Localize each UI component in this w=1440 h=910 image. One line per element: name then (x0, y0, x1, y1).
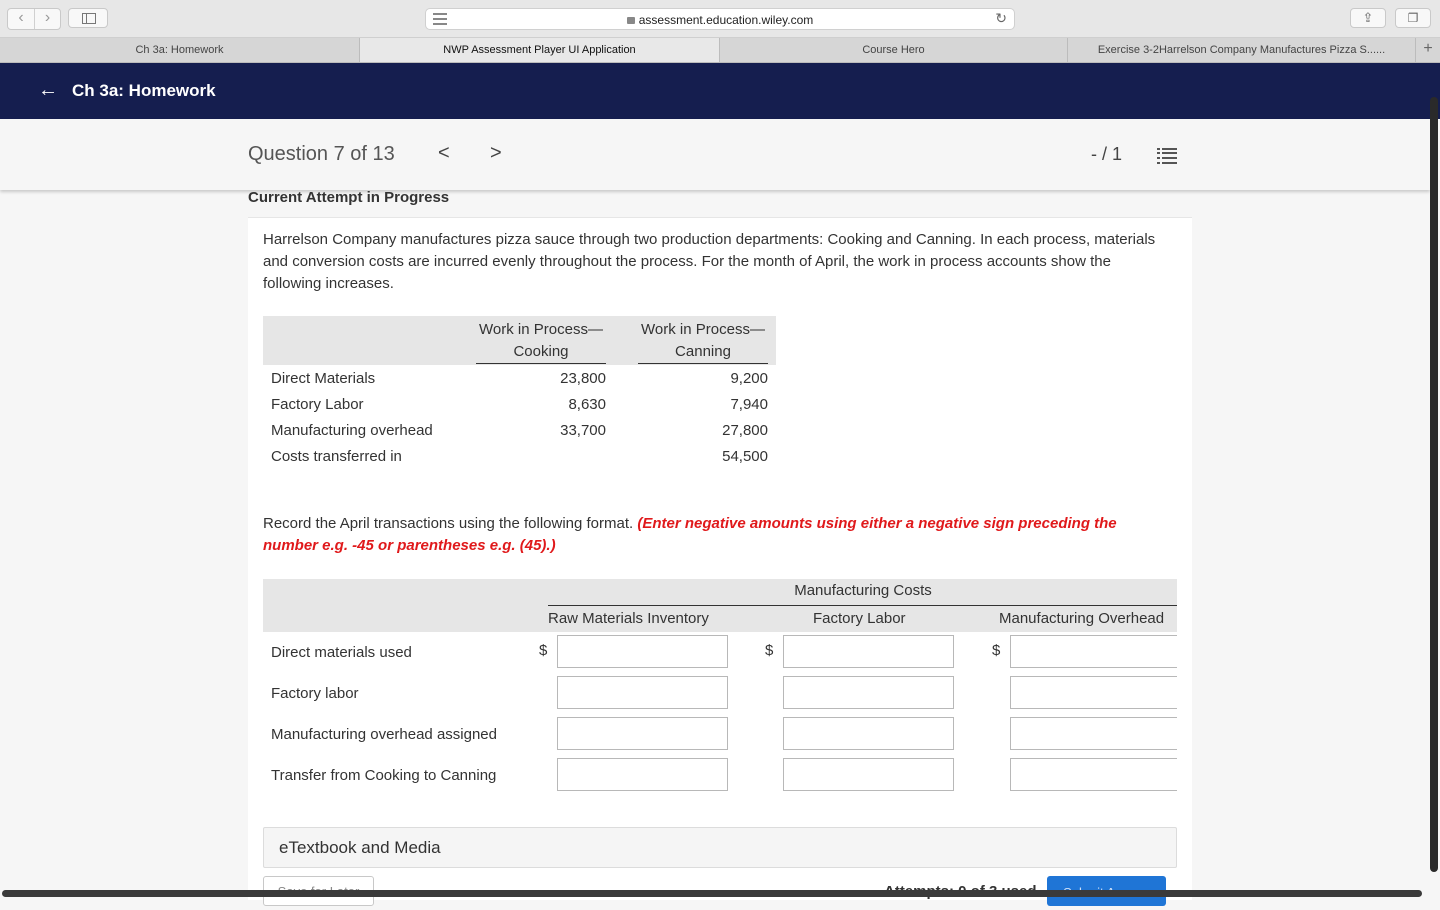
wip-table-header (263, 316, 776, 365)
entry-table-body (263, 632, 1177, 802)
table-row: Transfer from Cooking to Canning (263, 755, 1177, 796)
transfer-overhead-input[interactable] (1010, 758, 1177, 791)
direct-materials-labor-input[interactable] (783, 635, 954, 668)
table-row: Direct materials used $ $ $ (263, 632, 1177, 673)
transfer-labor-input[interactable] (783, 758, 954, 791)
tab-assessment-player[interactable]: NWP Assessment Player UI Application (360, 38, 720, 62)
factory-labor-raw-input[interactable] (557, 676, 728, 709)
tab-homework[interactable]: Ch 3a: Homework (0, 38, 360, 62)
vertical-scrollbar[interactable] (1430, 97, 1438, 872)
table-row: Factory labor (263, 673, 1177, 714)
table-row: Manufacturing overhead assigned (263, 714, 1177, 755)
new-tab-button[interactable]: + (1423, 40, 1433, 57)
sidebar-toggle-button[interactable] (68, 8, 108, 28)
attempt-status: Current Attempt in Progress (248, 189, 450, 206)
etextbook-label: eTextbook and Media (279, 838, 441, 857)
table-row: Factory Labor 8,630 7,940 (271, 396, 768, 413)
sidebar-icon (82, 13, 96, 24)
url-text: assessment.education.wiley.com (638, 13, 814, 27)
forward-icon[interactable]: › (34, 9, 60, 29)
assignment-title[interactable]: Ch 3a: Homework (72, 81, 216, 100)
col-wip-cooking: Work in Process— Cooking (476, 319, 606, 364)
table-row: Costs transferred in 54,500 (271, 448, 768, 465)
factory-labor-labor-input[interactable] (783, 676, 954, 709)
share-icon: ⇪ (1362, 10, 1374, 25)
tab-exercise[interactable]: Exercise 3-2Harrelson Company Manufactures Pizza S...... (1068, 38, 1416, 62)
entry-table-header (263, 579, 1177, 632)
reload-icon[interactable]: ↻ (995, 10, 1007, 26)
col-manufacturing-overhead: Manufacturing Overhead (999, 610, 1165, 627)
back-arrow-icon[interactable]: ← (38, 79, 58, 101)
transfer-raw-input[interactable] (557, 758, 728, 791)
instructions-emphasis: (Enter negative amounts using either a negative sign preceding the number e.g. -45 or parentheses e.g. (45).) (263, 515, 1117, 554)
currency-symbol: $ (539, 642, 548, 659)
group-header: Manufacturing Costs (794, 582, 932, 599)
tab-course-hero[interactable]: Course Hero (720, 38, 1068, 62)
next-question-button[interactable]: > (490, 142, 502, 164)
table-row: Direct Materials 23,800 9,200 (271, 370, 768, 387)
currency-symbol: $ (765, 642, 774, 659)
tabs-icon: ❐ (1407, 11, 1419, 25)
question-score: - / 1 (1091, 144, 1123, 164)
col-wip-canning: Work in Process— Canning (638, 319, 768, 364)
question-bar (0, 119, 1430, 190)
address-bar[interactable] (425, 8, 1015, 30)
history-nav (7, 8, 61, 30)
previous-question-button[interactable]: < (438, 142, 450, 164)
overhead-assigned-labor-input[interactable] (783, 717, 954, 750)
horizontal-scrollbar[interactable] (2, 890, 1422, 897)
share-button[interactable] (1350, 8, 1386, 28)
etextbook-media-panel[interactable] (263, 827, 1177, 868)
overhead-assigned-overhead-input[interactable] (1010, 717, 1177, 750)
tab-overview-button[interactable] (1395, 8, 1431, 28)
direct-materials-raw-input[interactable] (557, 635, 728, 668)
direct-materials-overhead-input[interactable] (1010, 635, 1177, 668)
col-raw-materials: Raw Materials Inventory (548, 610, 709, 627)
browser-toolbar (0, 0, 1440, 38)
wip-table (263, 316, 776, 470)
back-icon[interactable]: ‹ (18, 9, 24, 26)
table-row: Manufacturing overhead 33,700 27,800 (271, 422, 768, 439)
question-panel (248, 217, 1192, 900)
lock-icon (627, 17, 635, 24)
instructions: Record the April transactions using the following format. (Enter negative amounts using either a negative sign preceding the number e.g. -45 or parentheses e.g. (45).) (263, 515, 1117, 554)
currency-symbol: $ (992, 642, 1001, 659)
app-header (0, 63, 1440, 119)
col-factory-labor: Factory Labor (813, 610, 906, 627)
tab-bar (0, 38, 1440, 63)
question-list-icon[interactable] (1157, 147, 1177, 164)
factory-labor-overhead-input[interactable] (1010, 676, 1177, 709)
problem-text: Harrelson Company manufactures pizza sauce through two production departments: Cooking and Canning. In each process, materials and conversion costs are incurred evenly throughout the process. For the month of April, the work in process accounts show the following increases. (263, 231, 1156, 292)
question-counter: Question 7 of 13 (248, 143, 395, 165)
overhead-assigned-raw-input[interactable] (557, 717, 728, 750)
